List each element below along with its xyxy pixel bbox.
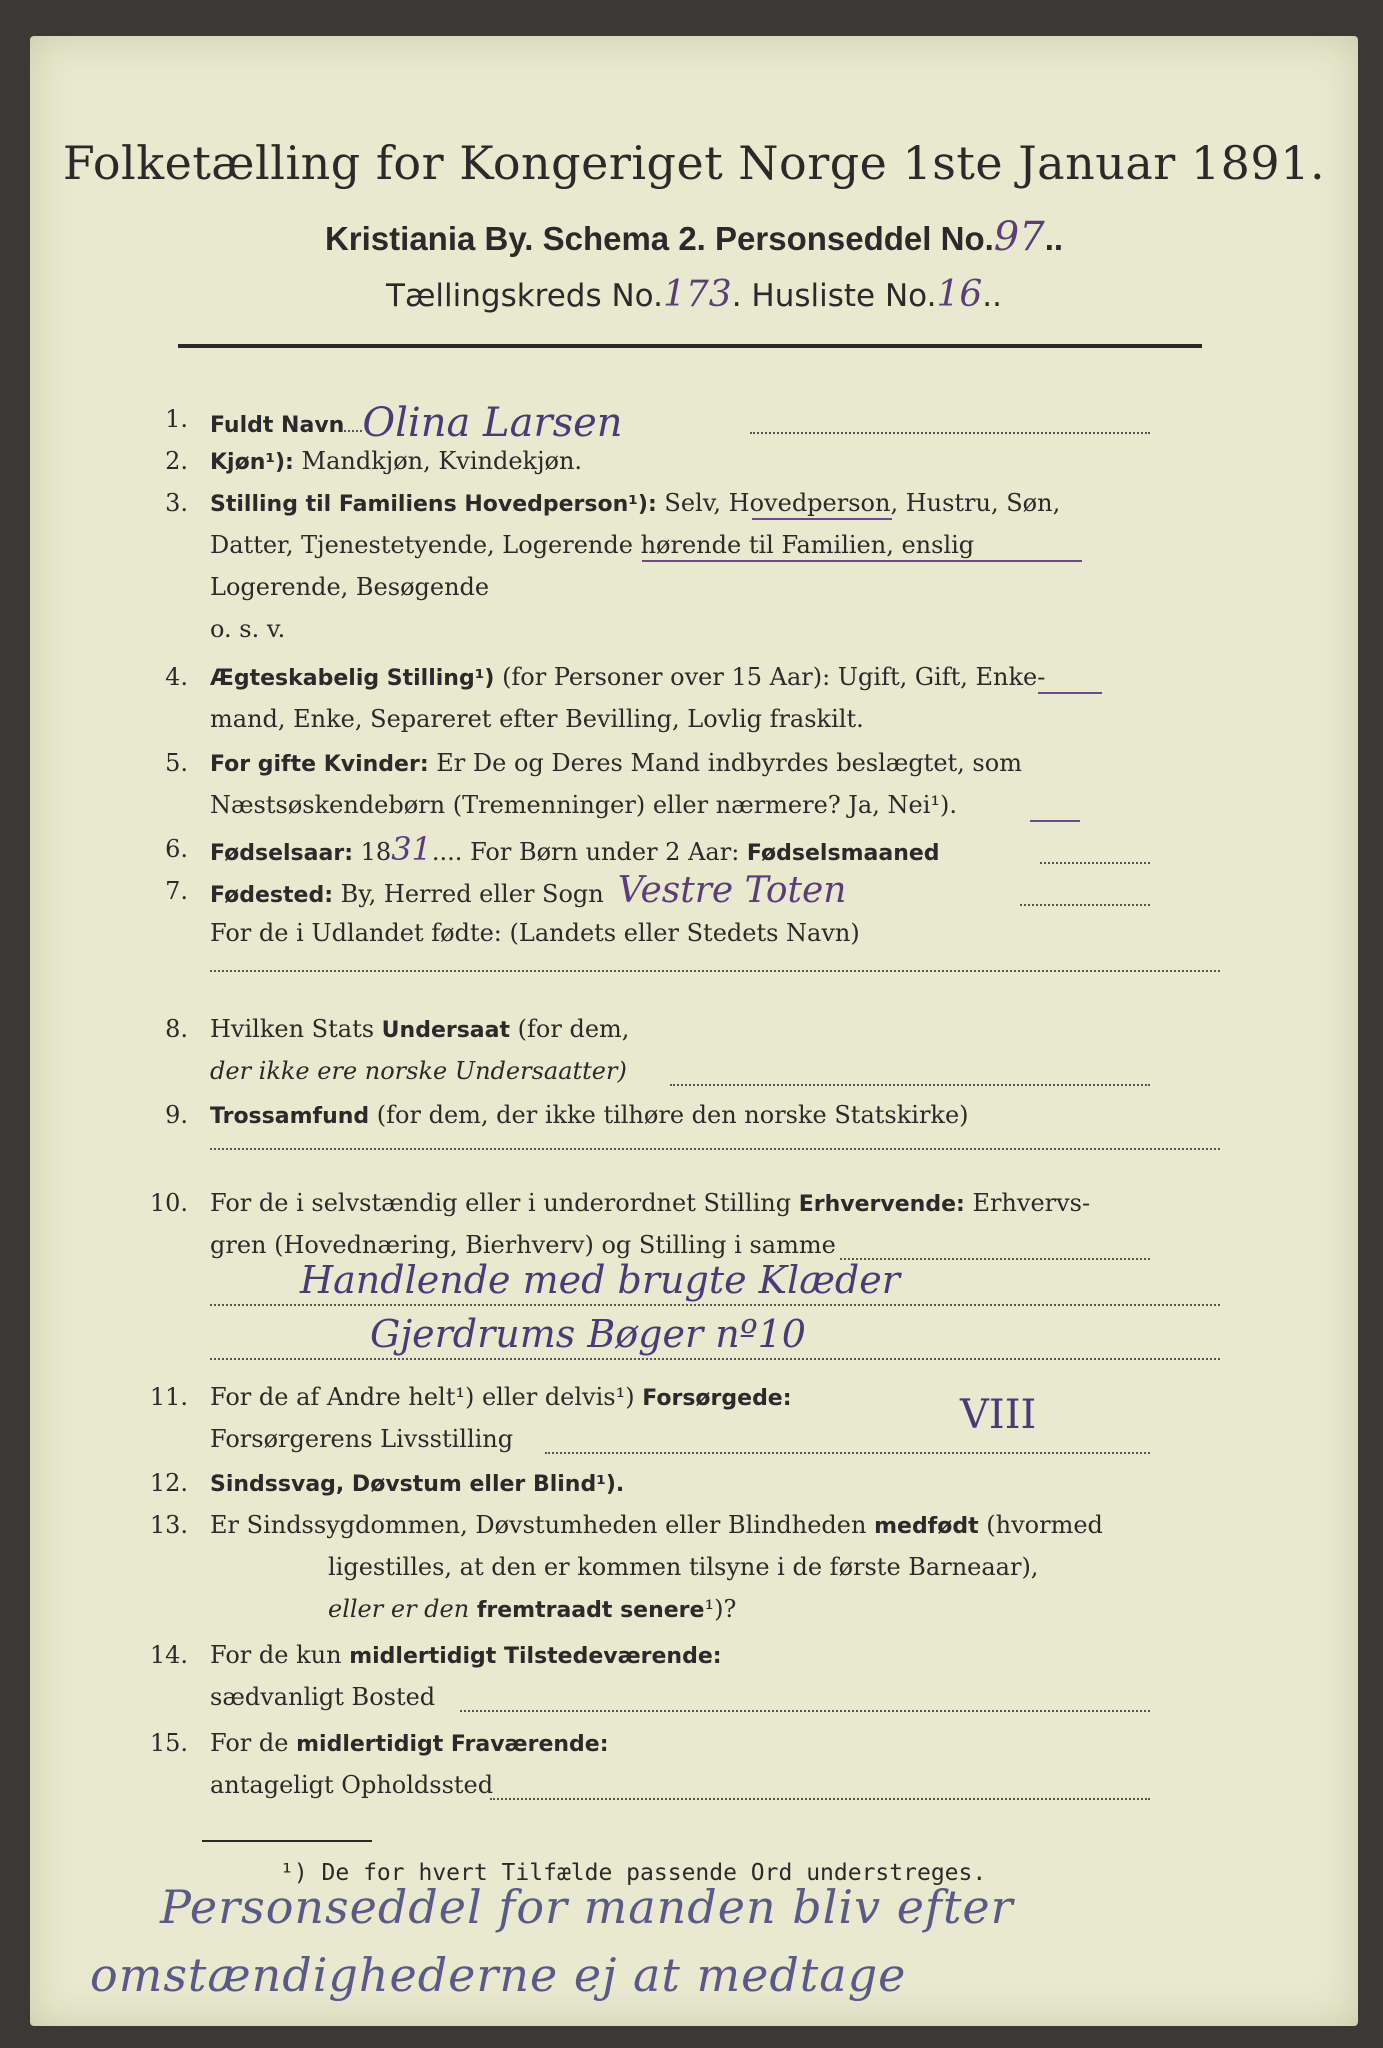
field-text: Hvilken Stats: [210, 1015, 375, 1043]
field-number: 8.: [165, 1015, 188, 1043]
field-text: ligestilles, at den er kommen tilsyne i de første Barneaar),: [328, 1553, 1039, 1581]
year-prefix: 18: [360, 838, 392, 866]
field-label: For gifte Kvinder:: [210, 752, 429, 777]
field-text: gren (Hovednæring, Bierhverv) og Stilling i samme: [210, 1231, 836, 1259]
field-text: Datter, Tjenestetyende, Logerende hørende til Familien, enslig: [210, 531, 975, 559]
field-text: For de i Udlandet fødte: (Landets eller Stedets Navn): [210, 919, 860, 947]
field-text: eller er den: [328, 1595, 470, 1623]
field-label: fremtraadt senere: [476, 1598, 705, 1623]
field-number: 7.: [165, 877, 188, 905]
field-text: For de i selvstændig eller i underordnet Stilling: [210, 1189, 792, 1217]
field-text: sædvanligt Bosted: [210, 1683, 436, 1711]
field-text: mand, Enke, Separeret efter Bevilling, Lovlig fraskilt.: [210, 705, 864, 733]
field-label: Undersaat: [381, 1018, 511, 1043]
birthplace-value: Vestre Toten: [617, 870, 847, 911]
address-value: Gjerdrums Bøger nº10: [370, 1312, 806, 1356]
occupation-value: Handlende med brugte Klæder: [300, 1258, 900, 1302]
blank-line: [210, 1358, 1220, 1360]
field-text: For Børn under 2 Aar:: [470, 838, 740, 866]
field-label: midlertidigt Fraværende:: [296, 1732, 609, 1757]
underline-mark: [642, 560, 1082, 562]
field-text: (for Personer over 15 Aar): Ugift, Gift, Enke-: [502, 663, 1046, 691]
kreds-label: Tællingskreds No.: [386, 278, 663, 314]
footnote: ¹) De for hvert Tilfælde passende Ord understreges.: [280, 1860, 987, 1886]
field-label: Sindssvag, Døvstum eller Blind¹).: [210, 1472, 625, 1497]
field-label: midlertidigt Tilstedeværende:: [349, 1644, 722, 1669]
field-label: Forsørgede:: [642, 1386, 792, 1411]
husliste-number: 16: [936, 274, 983, 315]
field-number: 10.: [149, 1189, 188, 1217]
handwritten-note-line1: Personseddel for manden bliv efter: [160, 1880, 1014, 1934]
field-text: Næstsøskendebørn (Tremenninger) eller nærmere? Ja, Nei¹).: [210, 791, 957, 819]
field-number: 6.: [165, 835, 188, 863]
birth-year-value: 31: [391, 830, 432, 868]
field-label: Trossamfund: [210, 1104, 370, 1129]
field-number: 4.: [165, 663, 188, 691]
form-kreds-line: Tællingskreds No.173. Husliste No.16..: [386, 274, 1002, 315]
field-number: 11.: [149, 1383, 188, 1411]
field-number: 9.: [165, 1101, 188, 1129]
supporter-mark: VIII: [960, 1392, 1037, 1438]
field-text: Selv, Hovedperson, Hustru, Søn,: [664, 489, 1061, 517]
field-number: 2.: [165, 447, 188, 475]
field-number: 13.: [149, 1511, 188, 1539]
blank-line: [210, 970, 1220, 972]
field-text: For de: [210, 1729, 289, 1757]
field-label: Fuldt Navn: [210, 413, 345, 438]
underline-mark: [1038, 692, 1102, 694]
kreds-number: 173: [662, 274, 732, 315]
field-label: Fødested:: [210, 883, 333, 908]
blank-line: [210, 1148, 1220, 1150]
header-rule: [178, 344, 1202, 348]
field-number: 1.: [165, 405, 188, 433]
field-label: Erhvervende:: [798, 1192, 965, 1217]
field-label: Fødselsaar:: [210, 841, 353, 866]
personseddel-number: 97: [993, 214, 1045, 260]
field-label: Ægteskabelig Stilling¹): [210, 666, 495, 691]
field-number: 15.: [149, 1729, 188, 1757]
field-number: 3.: [165, 489, 188, 517]
field-text: (hvormed: [986, 1511, 1103, 1539]
field-text: o. s. v.: [210, 615, 286, 643]
field-text: (for dem, der ikke tilhøre den norske Statskirke): [376, 1101, 969, 1129]
field-text: Logerende, Besøgende: [210, 573, 490, 601]
field-text: antageligt Opholdssted: [210, 1771, 494, 1799]
blank-line: [210, 1304, 1220, 1306]
census-form: Folketælling for Kongeriget Norge 1ste Januar 1891. Kristiania By. Schema 2. Personseddel No.97.. Tællingskreds No.173. Husliste No.16.. 1. Fuldt Navn Olina Larsen 2. Kjøn¹): Mandkjøn, Kvindekjøn. 3. Stilling til Familiens Hovedperson¹): Selv, Hovedperson, Hustru, Søn, Datter, Tjenestetyende, Logerende hørende til Familien, enslig Logerende, Besøgende o. s. v. 4. Ægteskabelig Stilling¹) (for Personer over 15 Aar): Ugift, Gift, Enke- mand, Enke, Separeret efter Bevilling, Lovlig fraskilt. 5. For gifte Kvinder: Er De og Deres Mand indbyrdes beslægtet, som Næstsøskendebørn (Tremenninger) eller nærmere? Ja, Nei¹). 6. Fødselsaar: 1831.... For Børn under 2 Aar: Fødselsmaaned 7. Fødested: By, Herred eller Sogn Vestre Toten For de i Udlandet fødte: (Landets eller Stedets Navn) 8. Hvilken Stats Undersaat (for dem, der ikke ere norske Undersaatter) 9. Trossamfund (for dem, der ikke tilhøre den norske Statskirke) 10. For de i selvstændig eller i underordnet Stilling Erhvervende: Erhvervs- gren (Hovednæring, Bierhverv) og Stilling i samme Handlende med brugte Klæder Gjerdrums Bøger nº10 11. For de af Andre helt¹) eller delvis¹) Forsørgede: Forsørgerens Livsstilling VIII 12. Sindssvag, Døvstum eller Blind¹). 13. Er Sindssygdommen, Døvstumheden eller Blindheden medfødt (hvormed ligestilles, at den er kommen tilsyne i de første Barneaar), eller er den fremtraadt senere¹)? 14. For de kun midlertidigt Tilstedeværende: sædvanligt Bosted 15. For de midlertidigt Fraværende: antageligt Opholdssted ¹) De for hvert Tilfælde passende Ord understreges. Personseddel for manden bliv efter omstændighederne ej at medtage: [30, 36, 1358, 2026]
form-subtitle: Kristiania By. Schema 2. Personseddel No.97..: [324, 214, 1064, 260]
field-number: 5.: [165, 749, 188, 777]
field-number: 12.: [149, 1469, 188, 1497]
field-text: Erhvervs-: [972, 1189, 1091, 1217]
footnote-rule: [202, 1840, 372, 1842]
subtitle-text: Kristiania By. Schema 2. Personseddel No.: [324, 220, 994, 257]
husliste-label: Husliste No.: [751, 278, 937, 314]
field-text: Er Sindssygdommen, Døvstumheden eller Blindheden: [210, 1511, 867, 1539]
field-text: By, Herred eller Sogn: [340, 880, 604, 908]
field-label: Stilling til Familiens Hovedperson¹):: [210, 492, 657, 517]
field-label: Kjøn¹):: [210, 450, 294, 475]
field-text: For de kun: [210, 1641, 342, 1669]
field-text: (for dem,: [517, 1015, 630, 1043]
field-label: Fødselsmaaned: [746, 841, 940, 866]
underline-mark: [752, 518, 892, 520]
field-text: For de af Andre helt¹) eller delvis¹): [210, 1383, 635, 1411]
form-title: Folketælling for Kongeriget Norge 1ste Januar 1891.: [62, 136, 1326, 190]
handwritten-note-line2: omstændighederne ej at medtage: [90, 1948, 907, 2002]
field-text: Mandkjøn, Kvindekjøn.: [301, 447, 583, 475]
field-text: der ikke ere norske Undersaatter): [210, 1057, 627, 1085]
name-value: Olina Larsen: [362, 400, 623, 446]
field-text: ¹)?: [704, 1595, 737, 1623]
underline-mark: [1030, 820, 1080, 822]
field-label: medfødt: [874, 1514, 979, 1539]
field-number: 14.: [149, 1641, 188, 1669]
field-text: Forsørgerens Livsstilling: [210, 1425, 514, 1453]
field-text: Er De og Deres Mand indbyrdes beslægtet, som: [436, 749, 1022, 777]
